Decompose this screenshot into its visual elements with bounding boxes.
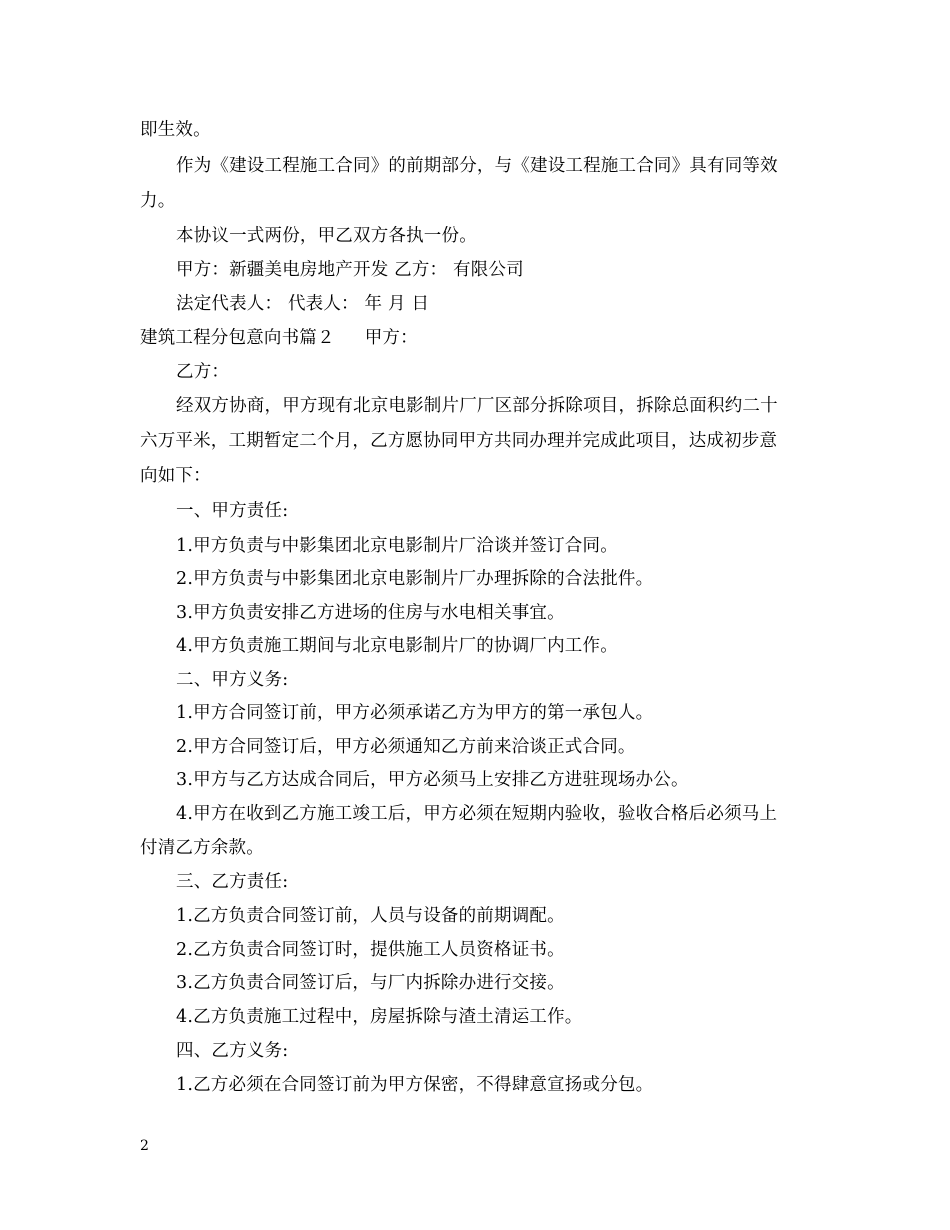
text-line: 向如下：: [140, 466, 211, 486]
section-heading: 建筑工程分包意向书篇２: [140, 328, 335, 348]
text-line: 1.甲方负责与中影集团北京电影制片厂洽谈并签订合同。: [176, 536, 618, 556]
text-line: 3.甲方负责安排乙方进场的住房与水电相关事宜。: [176, 603, 565, 623]
text-line: 2.乙方负责合同签订时，提供施工人员资格证书。: [176, 940, 565, 960]
text-line: 经双方协商，甲方现有北京电影制片厂厂区部分拆除项目，拆除总面积约二十: [176, 396, 778, 416]
text-line: 4.甲方在收到乙方施工竣工后，甲方必须在短期内验收，验收合格后必须马上: [176, 804, 778, 824]
text-line: 4.甲方负责施工期间与北京电影制片厂的协调厂内工作。: [176, 636, 618, 656]
text-line: 1.甲方合同签订前，甲方必须承诺乙方为甲方的第一承包人。: [176, 703, 654, 723]
page-number: 2: [140, 1138, 149, 1154]
text-line: 力。: [140, 191, 176, 211]
text-line: 法定代表人： 代表人： 年 月 日: [176, 294, 430, 314]
text-line: 三、乙方责任:: [176, 872, 289, 892]
party-a-label: 甲方：: [364, 328, 418, 348]
text-line: 甲方：新疆美电房地产开发 乙方： 有限公司: [176, 260, 524, 280]
text-line: 1.乙方负责合同签订前，人员与设备的前期调配。: [176, 906, 565, 926]
text-line: 2.甲方负责与中影集团北京电影制片厂办理拆除的合法批件。: [176, 569, 654, 589]
text-line: 乙方：: [176, 362, 230, 382]
section-heading-line: [140, 327, 418, 349]
text-line: 3.甲方与乙方达成合同后，甲方必须马上安排乙方进驻现场办公。: [176, 770, 689, 790]
text-line: 4.乙方负责施工过程中，房屋拆除与渣土清运工作。: [176, 1007, 583, 1027]
text-line: 二、甲方义务:: [176, 670, 289, 690]
text-line: 即生效。: [140, 120, 211, 140]
text-line: 作为《建设工程施工合同》的前期部分，与《建设工程施工合同》具有同等效: [176, 156, 778, 176]
text-line: 1.乙方必须在合同签订前为甲方保密，不得肆意宣扬或分包。: [176, 1075, 654, 1095]
text-line: 2.甲方合同签订后，甲方必须通知乙方前来洽谈正式合同。: [176, 737, 636, 757]
text-line: 付清乙方余款。: [140, 838, 264, 858]
text-line: 六万平米，工期暂定二个月，乙方愿协同甲方共同办理并完成此项目，达成初步意: [140, 431, 778, 451]
text-line: 3.乙方负责合同签订后，与厂内拆除办进行交接。: [176, 973, 565, 993]
text-line: 四、乙方义务:: [176, 1041, 289, 1061]
text-line: 本协议一式两份，甲乙双方各执一份。: [176, 226, 477, 246]
text-line: 一、甲方责任:: [176, 501, 289, 521]
